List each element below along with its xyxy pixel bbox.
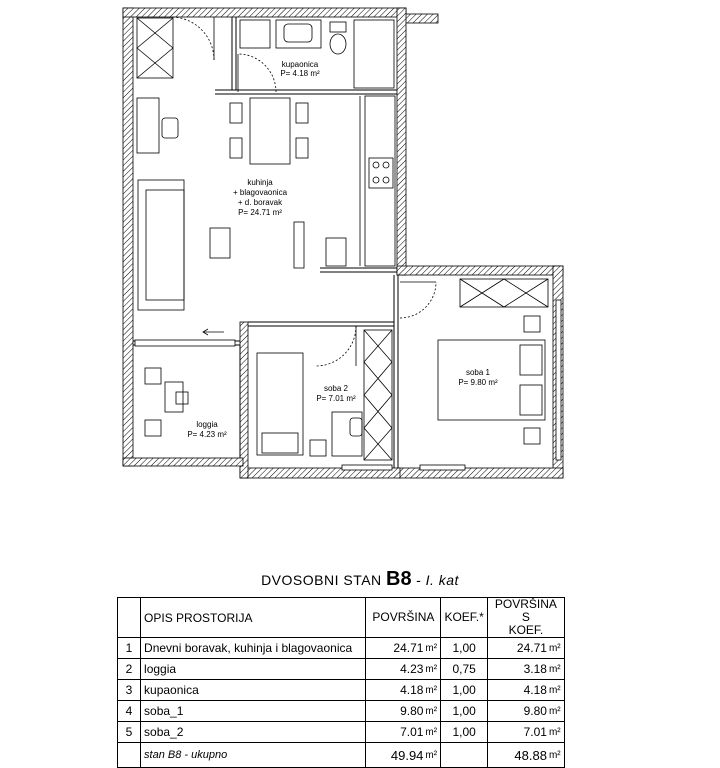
header-area-coef-line-2: KOEF. [508, 623, 544, 637]
total-area-unit: m² [424, 743, 441, 768]
row-area-coef-unit: m² [548, 659, 565, 680]
label-loggia-name: loggia [196, 420, 218, 429]
row-num: 3 [118, 680, 141, 701]
row-coef: 1,00 [441, 722, 487, 743]
label-kuhinja-line-3: + d. boravak [237, 198, 283, 207]
sofa [138, 180, 230, 310]
row-name: soba_1 [141, 701, 366, 722]
row-area-coef-unit: m² [548, 722, 565, 743]
row-name: loggia [141, 659, 366, 680]
title-code: B8 [386, 568, 412, 590]
total-num [118, 743, 141, 768]
desk [137, 98, 178, 153]
row-area: 9.80 [366, 701, 425, 722]
room-labels [187, 60, 498, 439]
row-area-unit: m² [424, 722, 441, 743]
header-area-coef-line-1: POVRŠINA S [494, 597, 557, 624]
label-kupaonica-area: P= 4.18 m² [280, 69, 320, 78]
label-soba-1-name: soba 1 [465, 368, 491, 377]
row-name: Dnevni boravak, kuhinja i blagovaonica [141, 638, 366, 659]
apartment-title [0, 568, 720, 591]
rooms-table [117, 597, 565, 768]
dining-table [230, 98, 308, 164]
bed-soba-2 [257, 353, 362, 456]
kitchen-counter [294, 96, 395, 268]
header-num [118, 598, 141, 638]
row-name: soba_2 [141, 722, 366, 743]
interior-walls [133, 17, 398, 468]
row-area: 24.71 [366, 638, 425, 659]
sliding-door-arrow [203, 329, 224, 335]
exterior-walls [123, 8, 563, 478]
row-coef: 1,00 [441, 701, 487, 722]
row-name: kupaonica [141, 680, 366, 701]
total-area-coef-unit: m² [548, 743, 565, 768]
label-soba-1-area: P= 9.80 m² [458, 378, 498, 387]
row-area: 4.23 [366, 659, 425, 680]
row-area: 7.01 [366, 722, 425, 743]
table-row [118, 722, 565, 743]
row-area-unit: m² [424, 638, 441, 659]
row-area-coef: 3.18 [487, 659, 548, 680]
row-area-unit: m² [424, 680, 441, 701]
row-area-coef: 4.18 [487, 680, 548, 701]
row-area-coef: 24.71 [487, 638, 548, 659]
row-area-unit: m² [424, 701, 441, 722]
row-num: 5 [118, 722, 141, 743]
table-row [118, 659, 565, 680]
title-prefix: DVOSOBNI STAN [261, 572, 382, 588]
total-area-coef: 48.88 [487, 743, 548, 768]
table-header-row [118, 598, 565, 638]
row-area-coef-unit: m² [548, 638, 565, 659]
header-coef: KOEF.* [441, 598, 487, 638]
table-row [118, 680, 565, 701]
total-area: 49.94 [366, 743, 425, 768]
table-row [118, 701, 565, 722]
header-area-coef [487, 598, 564, 638]
row-num: 2 [118, 659, 141, 680]
label-soba-2-name: soba 2 [323, 384, 349, 393]
row-num: 4 [118, 701, 141, 722]
row-num: 1 [118, 638, 141, 659]
row-coef: 1,00 [441, 680, 487, 701]
table-row [118, 638, 565, 659]
label-soba-2-area: P= 7.01 m² [316, 394, 356, 403]
header-description: OPIS PROSTORIJA [141, 598, 366, 638]
row-coef: 0,75 [441, 659, 487, 680]
title-floor: - I. kat [416, 572, 459, 588]
row-area: 4.18 [366, 680, 425, 701]
total-coef [441, 743, 487, 768]
row-coef: 1,00 [441, 638, 487, 659]
label-kuhinja-line-1: kuhinja [247, 178, 273, 187]
row-area-coef: 9.80 [487, 701, 548, 722]
label-kuhinja-line-2: + blagovaonica [232, 188, 288, 197]
header-area: POVRŠINA [366, 598, 441, 638]
label-kupaonica-name: kupaonica [281, 60, 319, 69]
table-total-row [118, 743, 565, 768]
total-name: stan B8 - ukupno [141, 743, 366, 768]
label-loggia-area: P= 4.23 m² [187, 430, 227, 439]
label-kuhinja-area: P= 24.71 m² [238, 208, 282, 217]
loggia-furniture [145, 368, 188, 436]
row-area-coef-unit: m² [548, 680, 565, 701]
row-area-coef: 7.01 [487, 722, 548, 743]
row-area-unit: m² [424, 659, 441, 680]
row-area-coef-unit: m² [548, 701, 565, 722]
